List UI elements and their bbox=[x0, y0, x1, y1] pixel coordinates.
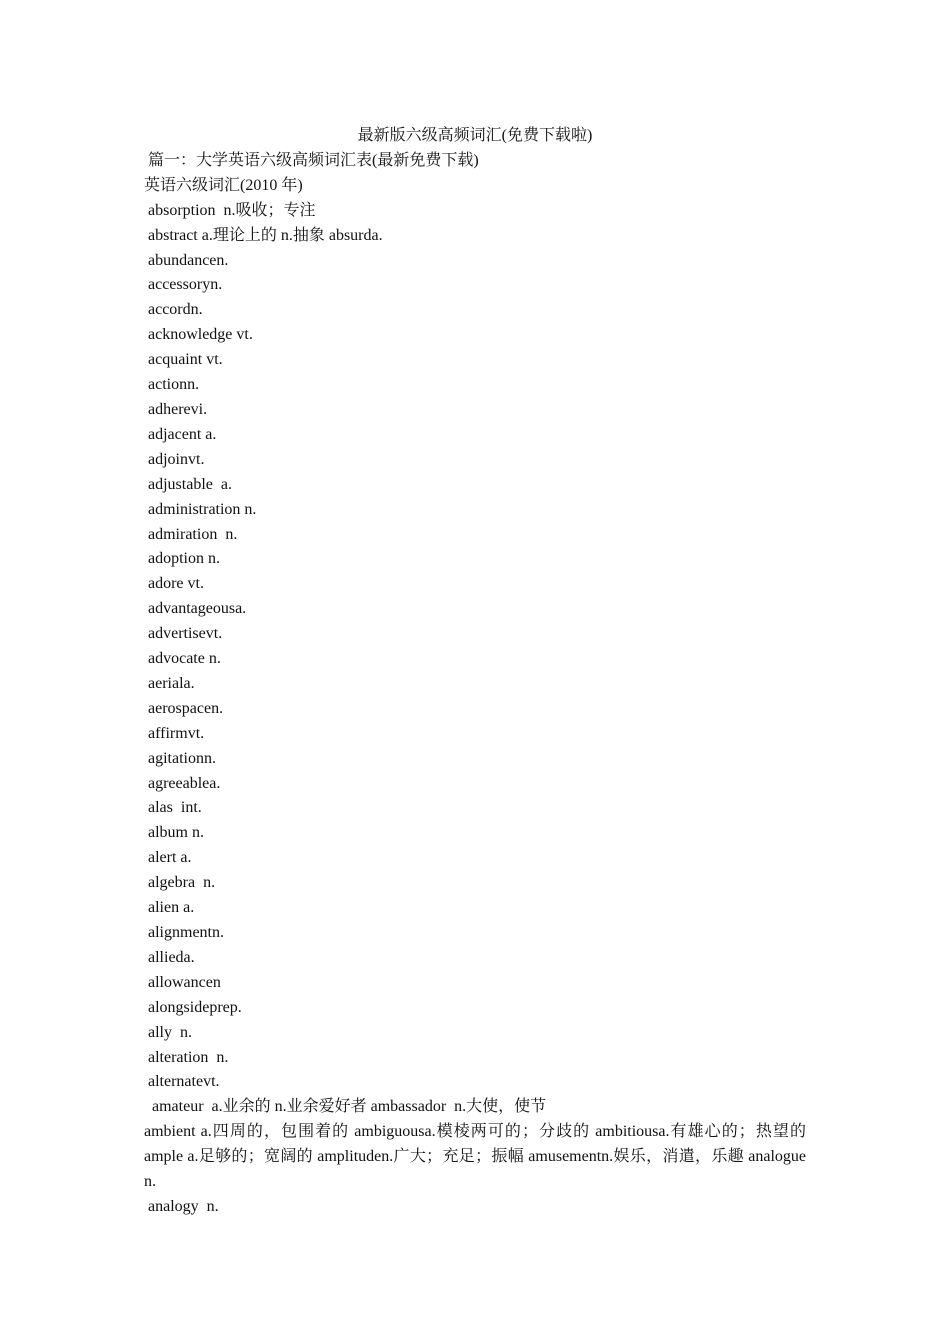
vocab-entry: adherevi. bbox=[144, 400, 208, 418]
vocab-entry: alteration n. bbox=[144, 1048, 229, 1066]
vocab-entry: administration n. bbox=[144, 500, 257, 518]
vocab-entry: algebra n. bbox=[144, 874, 216, 892]
vocab-entry: acquaint vt. bbox=[144, 351, 223, 369]
vocab-entry: album n. bbox=[144, 824, 204, 842]
vocab-entry: agreeablea. bbox=[144, 774, 221, 792]
vocab-entry: accordn. bbox=[144, 301, 203, 319]
vocab-entry: advantageousa. bbox=[144, 600, 247, 618]
vocab-entry: alternatevt. bbox=[144, 1073, 220, 1091]
vocab-entry: analogy n. bbox=[144, 1197, 219, 1215]
vocab-entry: adjoinvt. bbox=[144, 450, 205, 468]
vocab-entry: advertisevt. bbox=[144, 625, 223, 643]
vocab-entry: aerospacen. bbox=[144, 699, 224, 717]
vocab-entry: affirmvt. bbox=[144, 724, 205, 742]
vocab-entry: allieda. bbox=[144, 948, 195, 966]
vocab-entry: alien a. bbox=[144, 899, 195, 917]
vocab-entry: agitationn. bbox=[144, 749, 216, 767]
vocab-entry: amateur a.业余的 n.业余爱好者 ambassador n.大使，使节 bbox=[144, 1098, 547, 1116]
vocab-entry: aeriala. bbox=[144, 674, 195, 692]
vocab-entry: ally n. bbox=[144, 1023, 192, 1041]
vocab-entry: adjustable a. bbox=[144, 475, 232, 493]
vocab-entry: alongsideprep. bbox=[144, 998, 242, 1016]
vocab-entry: abstract a.理论上的 n.抽象 absurda. bbox=[144, 226, 383, 244]
subheading: 英语六级词汇(2010 年) bbox=[144, 176, 303, 194]
document-title: 最新版六级高频词汇(免费下载啦) bbox=[357, 127, 593, 144]
vocab-paragraph: ambient a.四周的，包围着的 ambiguousa.模棱两可的；分歧的 ambitiousa.有雄心的；热望的 ample a.足够的；宽阔的 amplituden.广大；充足；振幅 amusementn.娱乐，消遣，乐趣 analogue n. bbox=[144, 1123, 806, 1191]
vocab-entry: alas int. bbox=[144, 799, 202, 817]
vocab-entry: adjacent a. bbox=[144, 425, 217, 443]
vocab-entry: accessoryn. bbox=[144, 276, 223, 294]
vocab-entry: adoption n. bbox=[144, 550, 220, 568]
vocab-entry: abundancen. bbox=[144, 251, 229, 269]
vocab-entry: adore vt. bbox=[144, 575, 204, 593]
document-body bbox=[144, 124, 806, 1220]
vocab-entry: allowancen bbox=[144, 973, 221, 991]
vocab-entry: admiration n. bbox=[144, 525, 238, 543]
vocab-entry: advocate n. bbox=[144, 650, 221, 668]
section-heading: 篇一：大学英语六级高频词汇表(最新免费下载) bbox=[144, 151, 479, 169]
vocab-entry: acknowledge vt. bbox=[144, 326, 253, 344]
vocab-entry: absorption n.吸收；专注 bbox=[144, 201, 316, 219]
vocab-entry: actionn. bbox=[144, 376, 200, 394]
vocab-entry: alert a. bbox=[144, 849, 192, 867]
vocab-entry: alignmentn. bbox=[144, 924, 224, 941]
